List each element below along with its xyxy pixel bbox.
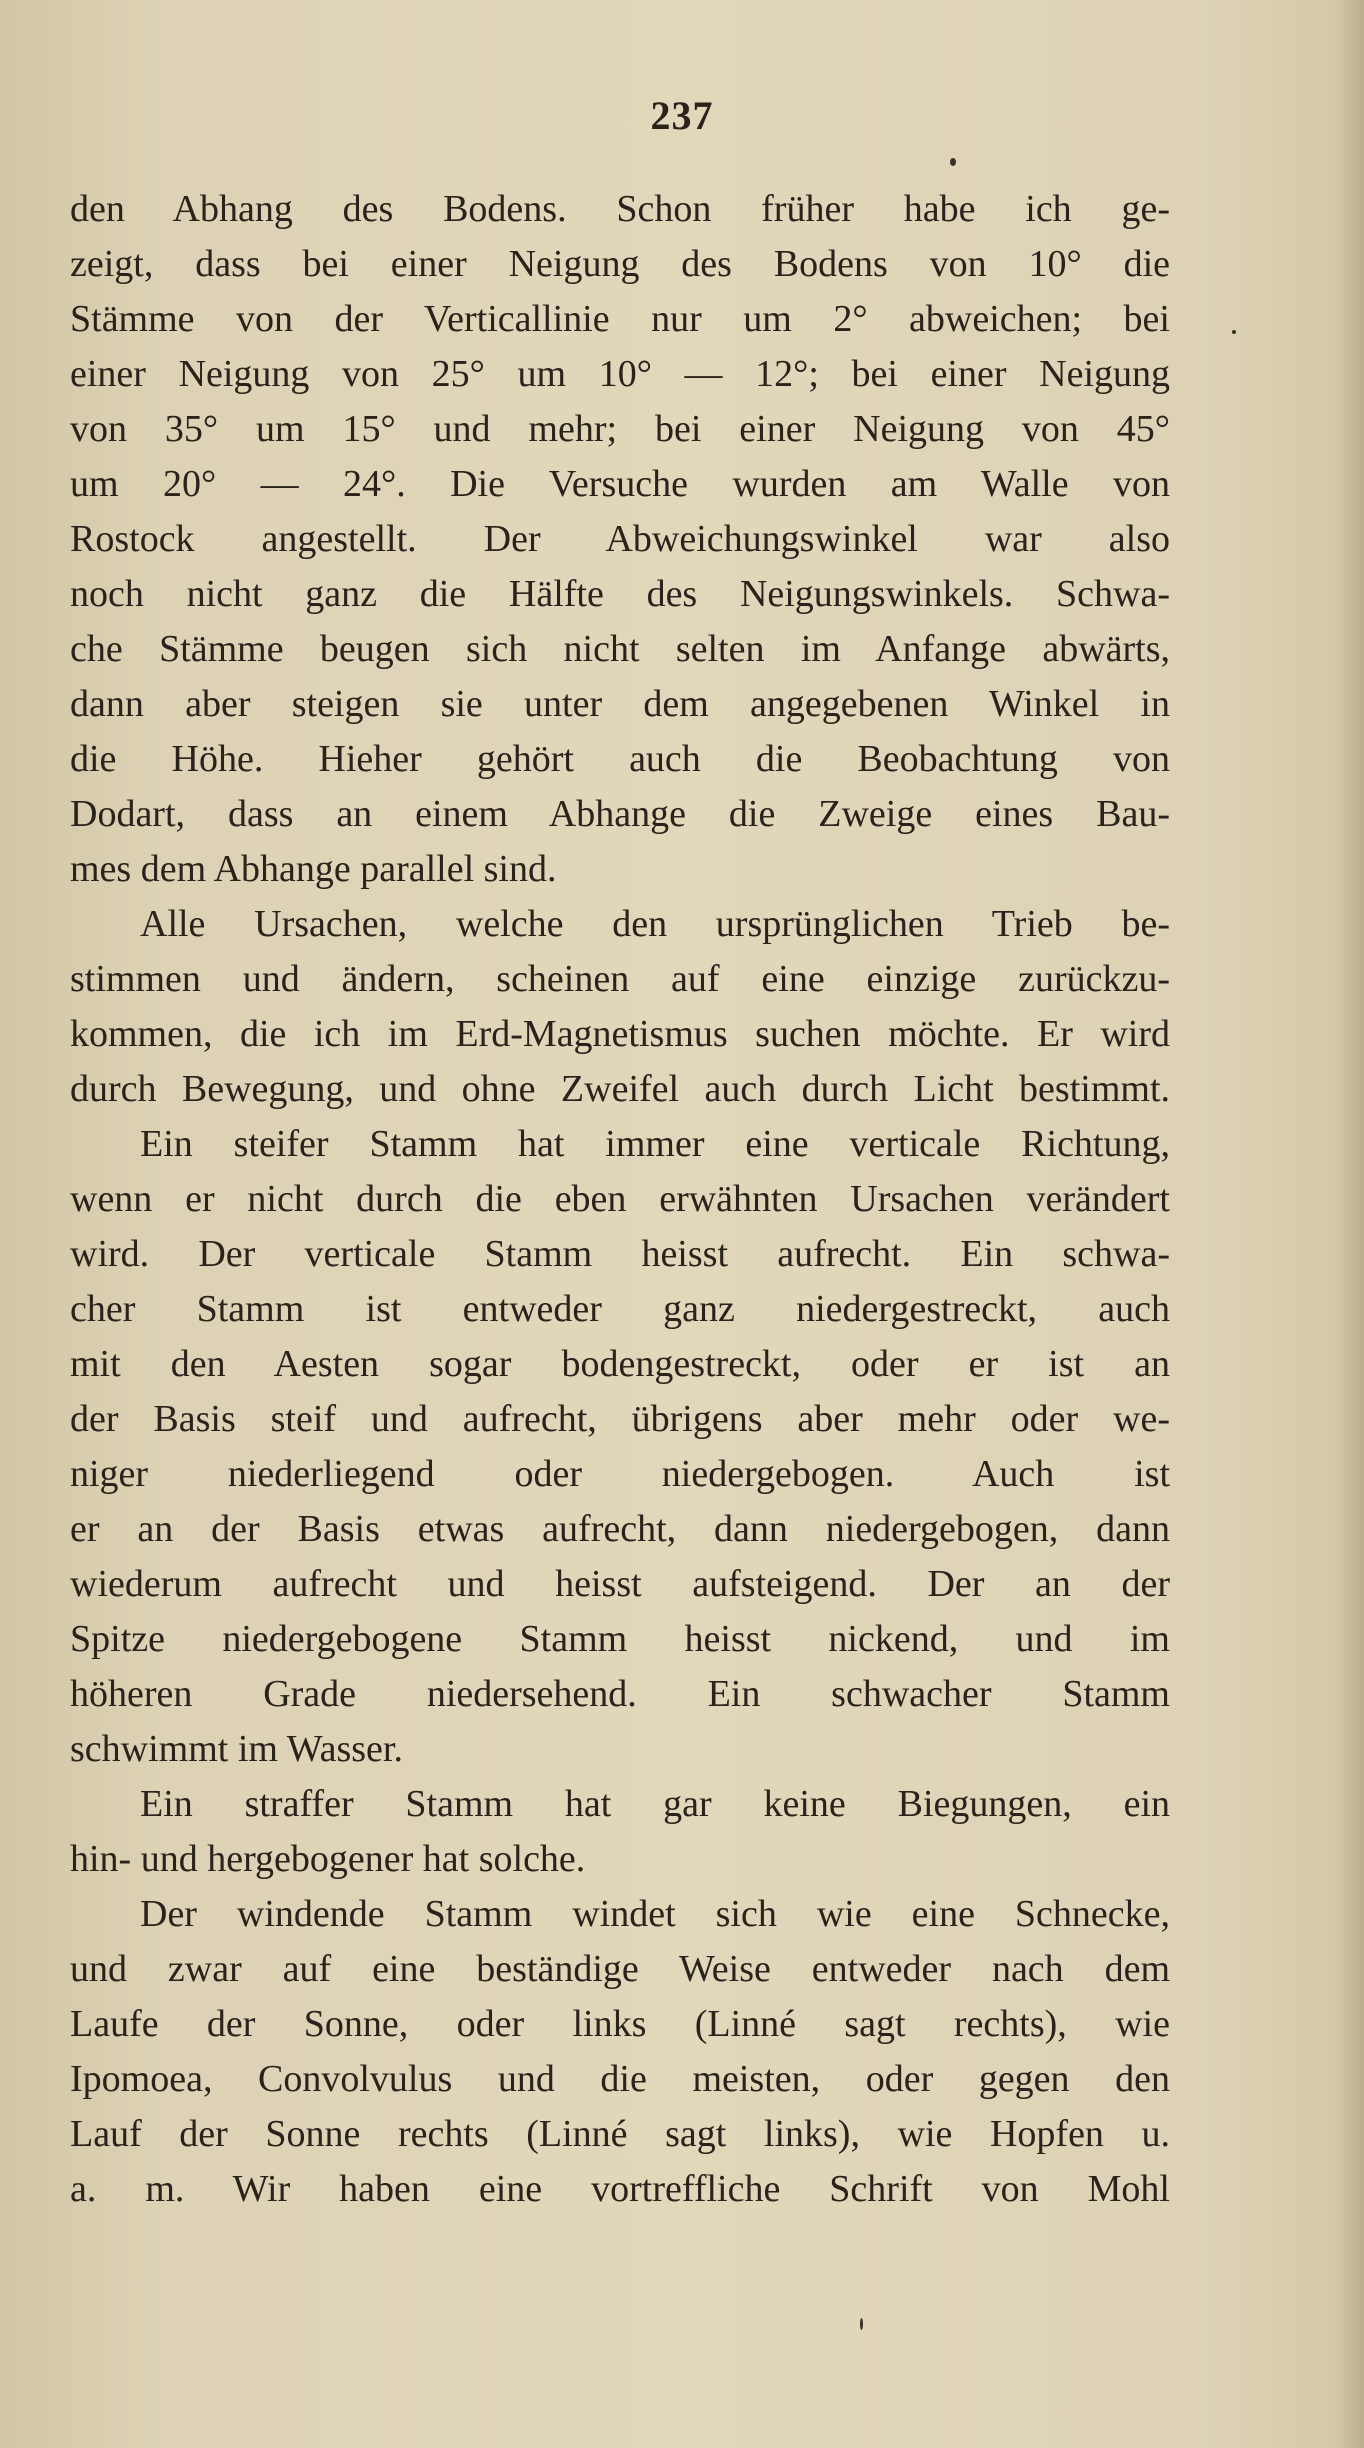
text-line: Rostock angestellt. Der Abweichungswinkel war also (70, 518, 1170, 560)
text-line: wiederum aufrecht und heisst aufsteigend. Der an der (70, 1563, 1170, 1605)
text-line: noch nicht ganz die Hälfte des Neigungswinkels. Schwa- (70, 573, 1170, 615)
text-line: Ein straffer Stamm hat gar keine Biegungen, ein (140, 1783, 1170, 1825)
text-line: a. m. Wir haben eine vortreffliche Schrift von Mohl (70, 2168, 1170, 2210)
text-line: durch Bewegung, und ohne Zweifel auch durch Licht bestimmt. (70, 1068, 1170, 1110)
text-line: Der windende Stamm windet sich wie eine Schnecke, (140, 1893, 1170, 1935)
text-line: mes dem Abhange parallel sind. (70, 848, 557, 890)
text-line: che Stämme beugen sich nicht selten im Anfange abwärts, (70, 628, 1170, 670)
text-line: kommen, die ich im Erd-Magnetismus suchen möchte. Er wird (70, 1013, 1170, 1055)
text-line: der Basis steif und aufrecht, übrigens aber mehr oder we- (70, 1398, 1170, 1440)
text-line: cher Stamm ist entweder ganz niedergestreckt, auch (70, 1288, 1170, 1330)
text-line: hin- und hergebogener hat solche. (70, 1838, 586, 1880)
text-line: einer Neigung von 25° um 10° — 12°; bei einer Neigung (70, 353, 1170, 395)
text-line: stimmen und ändern, scheinen auf eine einzige zurückzu- (70, 958, 1170, 1000)
text-line: Ein steifer Stamm hat immer eine verticale Richtung, (140, 1123, 1170, 1165)
text-line: Lauf der Sonne rechts (Linné sagt links), wie Hopfen u. (70, 2113, 1170, 2155)
text-line: mit den Aesten sogar bodengestreckt, oder er ist an (70, 1343, 1170, 1385)
print-speck (950, 158, 956, 166)
text-line: Stämme von der Verticallinie nur um 2° abweichen; bei (70, 298, 1170, 340)
text-line: dann aber steigen sie unter dem angegebenen Winkel in (70, 683, 1170, 725)
text-line: Dodart, dass an einem Abhange die Zweige eines Bau- (70, 793, 1170, 835)
print-speck (860, 2318, 863, 2330)
text-line: niger niederliegend oder niedergebogen. Auch ist (70, 1453, 1170, 1495)
text-line: um 20° — 24°. Die Versuche wurden am Walle von (70, 463, 1170, 505)
text-line: höheren Grade niedersehend. Ein schwacher Stamm (70, 1673, 1170, 1715)
text-line: die Höhe. Hieher gehört auch die Beobachtung von (70, 738, 1170, 780)
text-line: wird. Der verticale Stamm heisst aufrecht. Ein schwa- (70, 1233, 1170, 1275)
text-line: Alle Ursachen, welche den ursprünglichen Trieb be- (140, 903, 1170, 945)
text-line: den Abhang des Bodens. Schon früher habe ich ge- (70, 188, 1170, 230)
text-line: Ipomoea, Convolvulus und die meisten, oder gegen den (70, 2058, 1170, 2100)
text-line: Laufe der Sonne, oder links (Linné sagt rechts), wie (70, 2003, 1170, 2045)
body-text (70, 182, 1170, 2217)
text-line: zeigt, dass bei einer Neigung des Bodens von 10° die (70, 243, 1170, 285)
text-line: er an der Basis etwas aufrecht, dann niedergebogen, dann (70, 1508, 1170, 1550)
text-line: wenn er nicht durch die eben erwähnten Ursachen verändert (70, 1178, 1170, 1220)
text-line: und zwar auf eine beständige Weise entweder nach dem (70, 1948, 1170, 1990)
page-edge-shadow (1334, 0, 1364, 2448)
page-number: 237 (650, 93, 714, 138)
print-speck (1232, 330, 1236, 334)
text-line: schwimmt im Wasser. (70, 1728, 403, 1770)
text-line: von 35° um 15° und mehr; bei einer Neigung von 45° (70, 408, 1170, 450)
text-line: Spitze niedergebogene Stamm heisst nickend, und im (70, 1618, 1170, 1660)
